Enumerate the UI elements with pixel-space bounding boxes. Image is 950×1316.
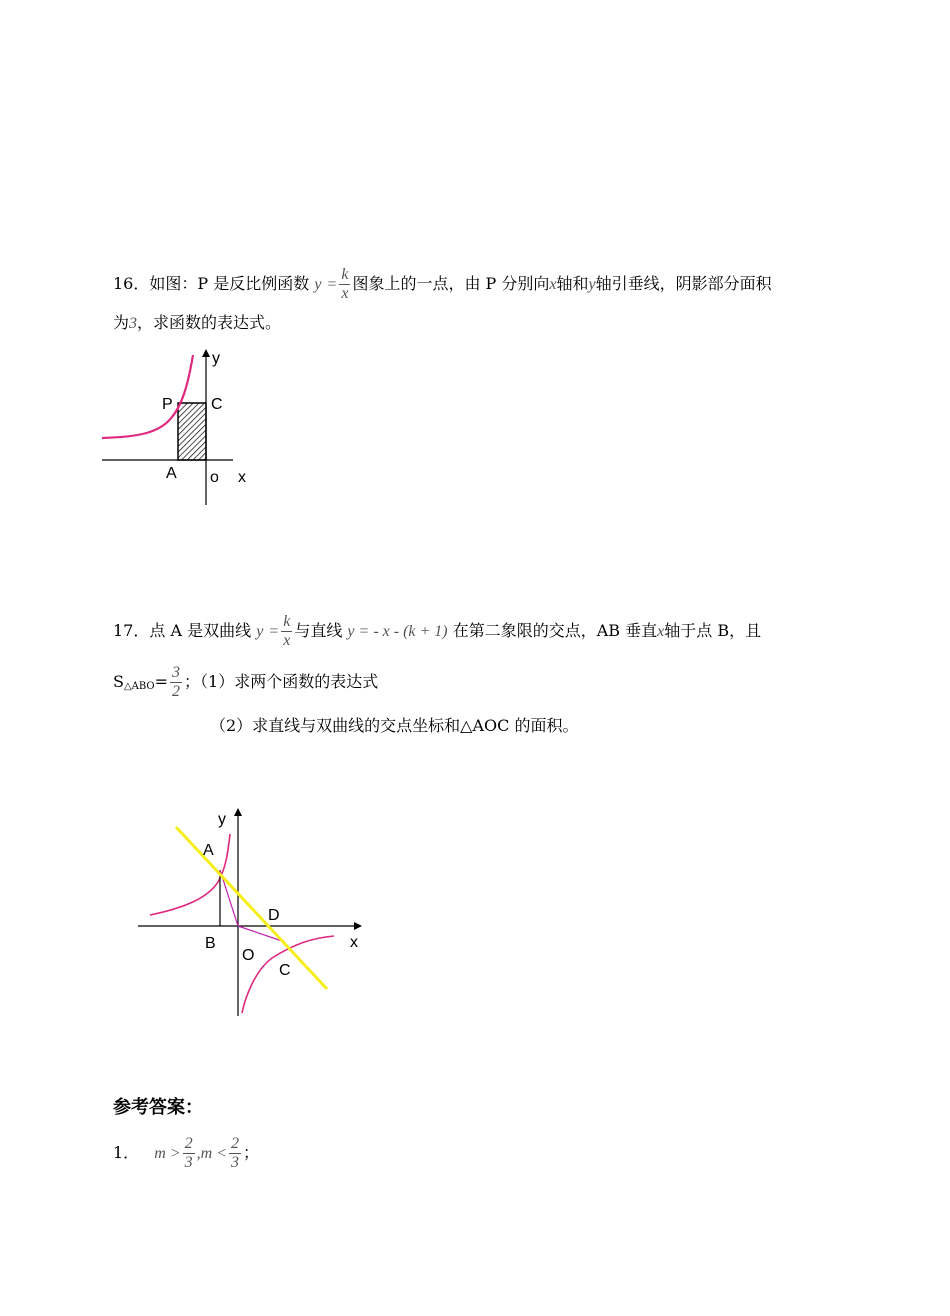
answer-1-num1: 2 <box>184 1135 193 1152</box>
q16-label-p: P <box>162 396 173 413</box>
q16-fraction <box>339 266 350 303</box>
q16-frac-num: k <box>341 266 349 283</box>
q17-label-d: D <box>268 907 280 924</box>
q17-x-arrow <box>354 922 362 930</box>
q17-text-a: 点 A 是双曲线 <box>149 621 252 640</box>
q16-line1 <box>113 266 772 303</box>
answer-1-m2: m < <box>200 1145 227 1162</box>
q17-s-label: S <box>113 672 124 691</box>
q17-s-eq: = <box>154 672 169 691</box>
q17-hyperbola-branch-2 <box>150 834 230 915</box>
q17-line2 <box>113 664 378 701</box>
q17-segment-oc <box>238 926 285 942</box>
q16-number: 16． <box>113 274 150 293</box>
q16-y-arrow <box>202 349 210 357</box>
q16-area-value: 3 <box>129 315 138 332</box>
q16-text-f: ，求函数的表达式。 <box>137 313 282 332</box>
q17-label-a: A <box>203 842 214 859</box>
answer-1-m1: m > <box>154 1145 181 1162</box>
q16-text-c: 轴和 <box>556 274 589 293</box>
q16-axis-x: x <box>549 276 557 293</box>
answer-1-num2: 2 <box>231 1135 239 1152</box>
q16-label-x: x <box>238 469 246 486</box>
q17-straight-line <box>176 827 327 989</box>
q16-figure <box>98 345 268 510</box>
q17-s-sub: △ABO <box>123 681 155 692</box>
q17-line1 <box>113 613 761 650</box>
q17-label-c: C <box>279 962 291 979</box>
q17-text-b: 与直线 <box>294 621 343 640</box>
answer-1-frac2 <box>229 1135 241 1172</box>
q16-text-d: 轴引垂线，阴影部分面积 <box>595 274 772 293</box>
q17-part2: （2）求直线与双曲线的交点坐标和△AOC 的面积。 <box>210 716 579 735</box>
q16-text-e: 为 <box>113 313 130 332</box>
q17-number: 17． <box>113 621 150 640</box>
q16-axis-y: y <box>588 276 596 293</box>
q16-frac-den: x <box>341 285 349 302</box>
q17-text-d: 轴于点 B，且 <box>664 621 762 640</box>
q17-eq1-y: y <box>256 623 264 640</box>
q16-label-c: C <box>211 396 223 413</box>
q17-label-x: x <box>350 934 358 951</box>
answer-1-sep: , <box>196 1145 201 1162</box>
answer-1-frac1 <box>183 1135 195 1172</box>
q17-y-arrow <box>234 808 242 816</box>
q16-label-o: o <box>210 469 219 486</box>
q17-figure <box>132 800 372 1025</box>
q16-label-a: A <box>166 465 177 482</box>
q17-frac-num: k <box>283 613 291 630</box>
answer-item-1 <box>113 1135 259 1172</box>
q17-fraction <box>281 613 292 650</box>
q17-text-c: 在第二象限的交点，AB 垂直 <box>452 621 658 640</box>
q17-axis-x: x <box>657 623 665 640</box>
q16-line2 <box>113 311 281 336</box>
q17-label-o: O <box>242 947 255 964</box>
answer-1-den2: 3 <box>231 1154 239 1171</box>
q17-frac-den: x <box>283 632 291 649</box>
q16-text-b: 图象上的一点，由 P 分别向 <box>352 274 550 293</box>
q17-s-den: 2 <box>172 683 181 700</box>
answer-1-number: 1． <box>113 1143 140 1162</box>
answers-heading: 参考答案： <box>113 1097 203 1118</box>
q17-s-num: 3 <box>172 664 181 681</box>
q17-eq1-equals: = <box>268 623 280 640</box>
q17-line-equation: y = - x - (k + 1) <box>347 623 448 640</box>
q16-eq-equals: = <box>326 276 338 293</box>
answer-1-den1: 3 <box>184 1154 193 1171</box>
q16-label-y: y <box>212 350 220 367</box>
q17-part1: ；（1）求两个函数的表达式 <box>184 672 379 691</box>
q17-label-y: y <box>218 811 226 828</box>
q16-text-a: 如图：P 是反比例函数 <box>149 274 310 293</box>
q16-eq-y: y <box>314 276 322 293</box>
answer-1-end: ； <box>243 1143 260 1162</box>
q17-s-fraction <box>170 664 182 701</box>
q16-shaded-area <box>178 403 206 460</box>
q17-label-b: B <box>205 935 216 952</box>
